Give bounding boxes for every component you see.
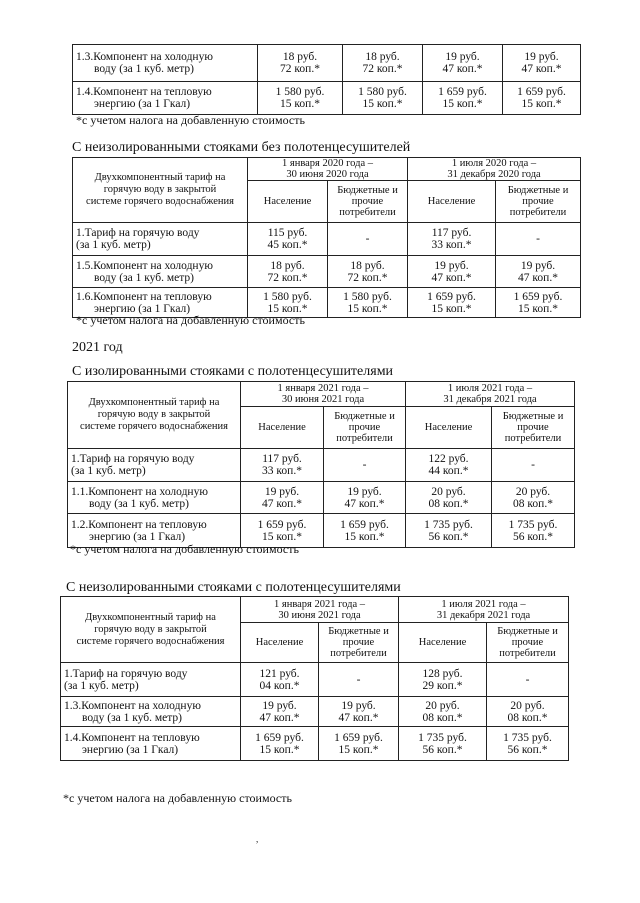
population-header: Население <box>399 623 487 663</box>
row-label: 1.3.Компонент на холодную воду (за 1 куб. метр) <box>73 45 258 82</box>
scan-speck: , <box>256 834 259 844</box>
table-row <box>68 449 575 482</box>
value-cell: - <box>487 663 569 697</box>
value-cell: 1 659 руб. 15 коп.* <box>324 514 406 548</box>
value-cell: 1 580 руб. 15 коп.* <box>248 288 328 318</box>
value-cell: 1 580 руб. 15 коп.* <box>258 82 343 115</box>
value-cell: 1 659 руб. 15 коп.* <box>408 288 496 318</box>
section-heading: С изолированными стояками с полотенцесушителями <box>72 364 394 379</box>
value-cell: 20 руб. 08 коп.* <box>492 482 575 514</box>
population-header: Население <box>241 407 324 449</box>
row-label: 1.6.Компонент на тепловую энергию (за 1 Гкал) <box>73 288 248 318</box>
value-cell: - <box>319 663 399 697</box>
value-cell: 19 руб. 47 коп.* <box>408 256 496 288</box>
value-cell: 20 руб. 08 коп.* <box>487 697 569 727</box>
value-cell: 117 руб. 33 коп.* <box>241 449 324 482</box>
population-header: Население <box>241 623 319 663</box>
value-cell: 128 руб. 29 коп.* <box>399 663 487 697</box>
vat-footnote: *с учетом налога на добавленную стоимость <box>76 313 305 327</box>
value-cell: - <box>492 449 575 482</box>
tariff-table-section-1 <box>72 157 581 318</box>
value-cell: 20 руб. 08 коп.* <box>406 482 492 514</box>
tariff-type-header: Двухкомпонентный тариф на горячую воду в закрытой системе горячего водоснабжения <box>61 597 241 663</box>
budget-header: Бюджетные и прочие потребители <box>487 623 569 663</box>
value-cell: 19 руб. 47 коп.* <box>241 482 324 514</box>
table-row <box>61 697 569 727</box>
population-header: Население <box>406 407 492 449</box>
row-label: 1.Тариф на горячую воду (за 1 куб. метр) <box>61 663 241 697</box>
population-header: Население <box>248 181 328 223</box>
value-cell: 1 659 руб. 15 коп.* <box>241 727 319 761</box>
value-cell: 122 руб. 44 коп.* <box>406 449 492 482</box>
value-cell: 115 руб. 45 коп.* <box>248 223 328 256</box>
value-cell: - <box>324 449 406 482</box>
budget-header: Бюджетные и прочие потребители <box>324 407 406 449</box>
section-heading: С неизолированными стояками без полотенцесушителей <box>72 140 411 155</box>
tariff-type-header: Двухкомпонентный тариф на горячую воду в закрытой системе горячего водоснабжения <box>68 382 241 449</box>
period-header: 1 июля 2021 года – 31 декабря 2021 года <box>399 597 569 623</box>
period-header: 1 июля 2020 года – 31 декабря 2020 года <box>408 158 581 181</box>
period-header: 1 июля 2021 года – 31 декабря 2021 года <box>406 382 575 407</box>
row-label: 1.2.Компонент на тепловую энергию (за 1 Гкал) <box>68 514 241 548</box>
value-cell: 1 659 руб. 15 коп.* <box>503 82 581 115</box>
value-cell: 117 руб. 33 коп.* <box>408 223 496 256</box>
value-cell: 1 735 руб. 56 коп.* <box>487 727 569 761</box>
section-heading: С неизолированными стояками с полотенцесушителями <box>66 580 401 595</box>
vat-footnote: *с учетом налога на добавленную стоимость <box>76 113 305 127</box>
value-cell: 121 руб. 04 коп.* <box>241 663 319 697</box>
table-header-row <box>61 597 569 623</box>
value-cell: 20 руб. 08 коп.* <box>399 697 487 727</box>
value-cell: 19 руб. 47 коп.* <box>496 256 581 288</box>
population-header: Население <box>408 181 496 223</box>
value-cell: 19 руб. 47 коп.* <box>324 482 406 514</box>
value-cell: 1 735 руб. 56 коп.* <box>406 514 492 548</box>
tariff-table-section-3 <box>60 596 569 761</box>
table-row <box>61 727 569 761</box>
row-label: 1.Тариф на горячую воду (за 1 куб. метр) <box>68 449 241 482</box>
period-header: 1 января 2021 года – 30 июня 2021 года <box>241 597 399 623</box>
table-row <box>73 82 581 115</box>
value-cell: 1 659 руб. 15 коп.* <box>319 727 399 761</box>
vat-footnote: *с учетом налога на добавленную стоимость <box>70 542 299 556</box>
table-row <box>73 45 581 82</box>
row-label: 1.3.Компонент на холодную воду (за 1 куб. метр) <box>61 697 241 727</box>
row-label: 1.1.Компонент на холодную воду (за 1 куб. метр) <box>68 482 241 514</box>
tariff-type-header: Двухкомпонентный тариф на горячую воду в закрытой системе горячего водоснабжения <box>73 158 248 223</box>
period-header: 1 января 2020 года – 30 июня 2020 года <box>248 158 408 181</box>
table-row <box>73 223 581 256</box>
row-label: 1.4.Компонент на тепловую энергию (за 1 Гкал) <box>73 82 258 115</box>
budget-header: Бюджетные и прочие потребители <box>319 623 399 663</box>
value-cell: 18 руб. 72 коп.* <box>328 256 408 288</box>
table-row <box>61 663 569 697</box>
budget-header: Бюджетные и прочие потребители <box>328 181 408 223</box>
row-label: 1.Тариф на горячую воду (за 1 куб. метр) <box>73 223 248 256</box>
row-label: 1.5.Компонент на холодную воду (за 1 куб. метр) <box>73 256 248 288</box>
value-cell: 19 руб. 47 коп.* <box>503 45 581 82</box>
table-row <box>68 482 575 514</box>
value-cell: 18 руб. 72 коп.* <box>343 45 423 82</box>
tariff-table-top <box>72 44 581 115</box>
value-cell: 1 659 руб. 15 коп.* <box>241 514 324 548</box>
budget-header: Бюджетные и прочие потребители <box>492 407 575 449</box>
value-cell: 1 580 руб. 15 коп.* <box>328 288 408 318</box>
value-cell: 1 735 руб. 56 коп.* <box>492 514 575 548</box>
table-header-row <box>68 382 575 407</box>
value-cell: 1 659 руб. 15 коп.* <box>496 288 581 318</box>
period-header: 1 января 2021 года – 30 июня 2021 года <box>241 382 406 407</box>
budget-header: Бюджетные и прочие потребители <box>496 181 581 223</box>
value-cell: - <box>328 223 408 256</box>
value-cell: 18 руб. 72 коп.* <box>258 45 343 82</box>
value-cell: 18 руб. 72 коп.* <box>248 256 328 288</box>
value-cell: 19 руб. 47 коп.* <box>319 697 399 727</box>
year-heading: 2021 год <box>72 340 123 355</box>
value-cell: 1 580 руб. 15 коп.* <box>343 82 423 115</box>
vat-footnote: *с учетом налога на добавленную стоимость <box>63 791 292 805</box>
value-cell: 19 руб. 47 коп.* <box>423 45 503 82</box>
tariff-table-section-2 <box>67 381 575 548</box>
table-row <box>73 256 581 288</box>
value-cell: 19 руб. 47 коп.* <box>241 697 319 727</box>
table-header-row <box>73 158 581 181</box>
value-cell: 1 659 руб. 15 коп.* <box>423 82 503 115</box>
value-cell: 1 735 руб. 56 коп.* <box>399 727 487 761</box>
value-cell: - <box>496 223 581 256</box>
row-label: 1.4.Компонент на тепловую энергию (за 1 Гкал) <box>61 727 241 761</box>
